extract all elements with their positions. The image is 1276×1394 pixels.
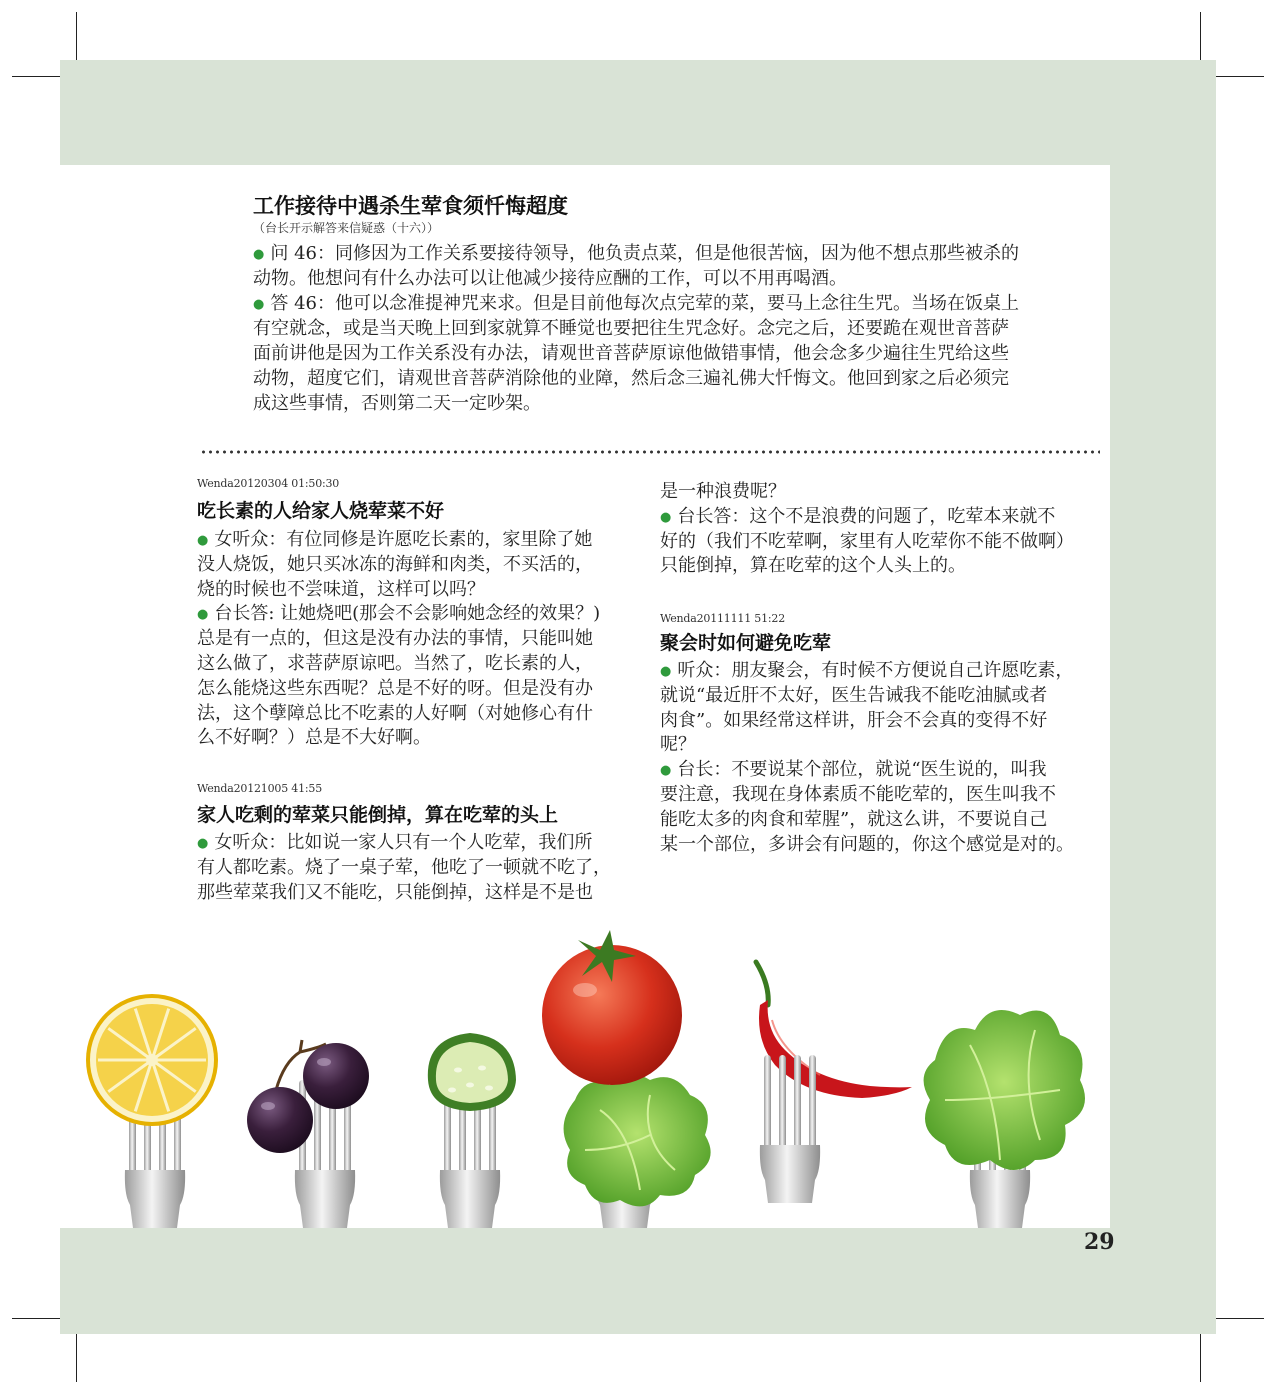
article-title: 聚会时如何避免吃荤 [660,632,832,654]
line-text: 动物。他想问有什么办法可以让他减少接待应酬的工作，可以不用再喝酒。 [253,268,847,289]
line-text: 动物，超度它们，请观世音菩萨消除他的业障，然后念三遍礼佛大忏悔文。他回到家之后必须完 [253,368,1009,389]
lettuce-leaf-icon [564,1074,711,1207]
line-text: 么不好啊？）总是不大好啊。 [197,727,431,749]
text-line [660,505,1074,530]
line-text: 要注意，我现在身体素质不能吃荤的，医生叫我不 [660,783,1056,805]
line-text: 法，这个孽障总比不吃素的人好啊（对她修心有什 [197,702,593,724]
top-article-subtitle: （台长开示解答来信疑惑（十六）） [253,221,440,235]
text-line [660,530,1074,555]
line-text: 台长答: 让她烧吧(那会不会影响她念经的效果？) [214,603,601,625]
text-line [197,578,600,603]
text-line [253,341,1019,366]
forks-with-vegetables-illustration [60,920,1110,1228]
paragraph [197,831,611,905]
article-body-continued [660,480,1074,579]
text-line [253,291,1019,316]
text-line [253,266,1019,291]
line-text: 有空就念，或是当天晚上回到家就算不睡觉也要把往生咒念好。念完之后，还要跪在观世音菩萨 [253,318,1009,339]
paragraph [660,758,1074,857]
text-line [660,733,1074,758]
text-line [197,553,600,578]
text-line [197,881,611,906]
article-title: 家人吃剩的荤菜只能倒掉，算在吃荤的头上 [197,804,559,826]
bullet-icon: ● [197,533,209,548]
article-title: 吃长素的人给家人烧荤菜不好 [197,500,445,522]
bullet-icon: ● [660,509,672,525]
text-line [253,241,1019,266]
line-text: 就说“最近肝不太好，医生告诫我不能吃油腻或者 [660,684,1048,706]
top-article-body [253,241,1019,416]
lemon-slice-icon [86,994,218,1126]
article-meta: Wenda20121005 41:55 [197,782,322,795]
line-text: 只能倒掉，算在吃荤的这个人头上的。 [660,555,966,577]
paragraph [197,602,600,751]
line-text: 问 46：同修因为工作关系要接待领导，他负责点菜，但是他很苦恼，因为他不想点那些被杀的 [270,243,1019,264]
text-line [660,783,1074,808]
bullet-icon: ● [197,607,209,623]
line-text: 答 46：他可以念准提神咒来求。但是目前他每次点完荤的菜，要马上念往生咒。当场在饭桌上 [270,293,1019,314]
text-line [660,833,1074,858]
line-text: 能吃太多的肉食和荤腥”，就这么讲，不要说自己 [660,808,1048,830]
paragraph [660,480,1074,505]
text-line [197,602,600,627]
article-meta: Wenda20111111 51:22 [660,612,785,625]
text-line [660,808,1074,833]
page-number: 29 [1084,1229,1115,1255]
line-text: 面前讲他是因为工作关系没有办法，请观世音菩萨原谅他做错事情，他会念多少遍往生咒给这些 [253,343,1009,364]
bullet-icon: ● [660,664,672,679]
paragraph [660,505,1074,579]
paragraph [253,291,1019,416]
line-text: 成这些事情，否则第二天一定吵架。 [253,393,541,414]
text-line [253,391,1019,416]
line-text: 这么做了，求菩萨原谅吧。当然了，吃长素的人， [197,652,593,674]
text-line [197,528,600,553]
line-text: 没人烧饭，她只买冰冻的海鲜和肉类，不买活的， [197,553,593,575]
article-body [660,659,1074,857]
dotted-divider [200,449,1100,455]
text-line [197,702,600,727]
text-line [660,709,1074,734]
text-line [253,316,1019,341]
bullet-icon: ● [253,297,265,312]
cucumber-slice-icon [428,1033,516,1111]
line-text: 台长答：这个不是浪费的问题了，吃荤本来就不 [677,505,1056,527]
line-text: 总是有一点的，但这是没有办法的事情，只能叫她 [197,628,593,650]
tomato-icon [542,930,682,1085]
lettuce-leaf-icon [924,1010,1085,1170]
paragraph [197,528,600,602]
line-text: 烧的时候也不尝味道，这样可以吗？ [197,578,485,600]
crop-mark [1200,12,1201,60]
crop-mark [1200,1334,1201,1382]
text-line [253,366,1019,391]
paragraph [660,659,1074,758]
line-text: 是一种浪费呢？ [660,481,786,502]
line-text: 怎么能烧这些东西呢？总是不好的呀。但是没有办 [197,677,593,699]
text-line [197,831,611,856]
article-body [197,831,611,905]
article-body [197,528,600,751]
line-text: 那些荤菜我们又不能吃，只能倒掉，这样是不是也 [197,881,593,903]
crop-mark [12,1318,60,1319]
text-line [660,758,1074,783]
bullet-icon: ● [660,763,672,779]
line-text: 女听众：有位同修是许愿吃长素的，家里除了她 [214,529,593,550]
text-line [660,684,1074,709]
crop-mark [1216,76,1264,77]
article-meta: Wenda20120304 01:50:30 [197,477,340,490]
bullet-icon: ● [197,836,209,851]
text-line [660,659,1074,684]
line-text: 女听众：比如说一家人只有一个人吃荤，我们所 [214,832,593,853]
top-article-title: 工作接待中遇杀生荤食须忏悔超度 [253,194,568,218]
line-text: 肉食”。如果经常这样讲，肝会不会真的变得不好 [660,709,1048,731]
text-line [197,652,600,677]
line-text: 台长：不要说某个部位，就说“医生说的，叫我 [677,759,1047,781]
text-line [660,554,1074,579]
crop-mark [12,76,60,77]
line-text: 呢？ [660,734,696,756]
crop-mark [76,12,77,60]
crop-mark [1216,1318,1264,1319]
line-text: 有人都吃素。烧了一桌子荤，他吃了一顿就不吃了， [197,856,611,878]
text-line [197,726,600,751]
text-line [197,856,611,881]
paragraph [253,241,1019,291]
text-line [660,480,1074,505]
line-text: 某一个部位，多讲会有问题的，你这个感觉是对的。 [660,833,1074,855]
line-text: 好的（我们不吃荤啊，家里有人吃荤你不能不做啊） [660,530,1074,552]
text-line [197,627,600,652]
crop-mark [76,1334,77,1382]
text-line [197,677,600,702]
line-text: 听众：朋友聚会，有时候不方便说自己许愿吃素， [677,660,1074,681]
bullet-icon: ● [253,247,265,262]
